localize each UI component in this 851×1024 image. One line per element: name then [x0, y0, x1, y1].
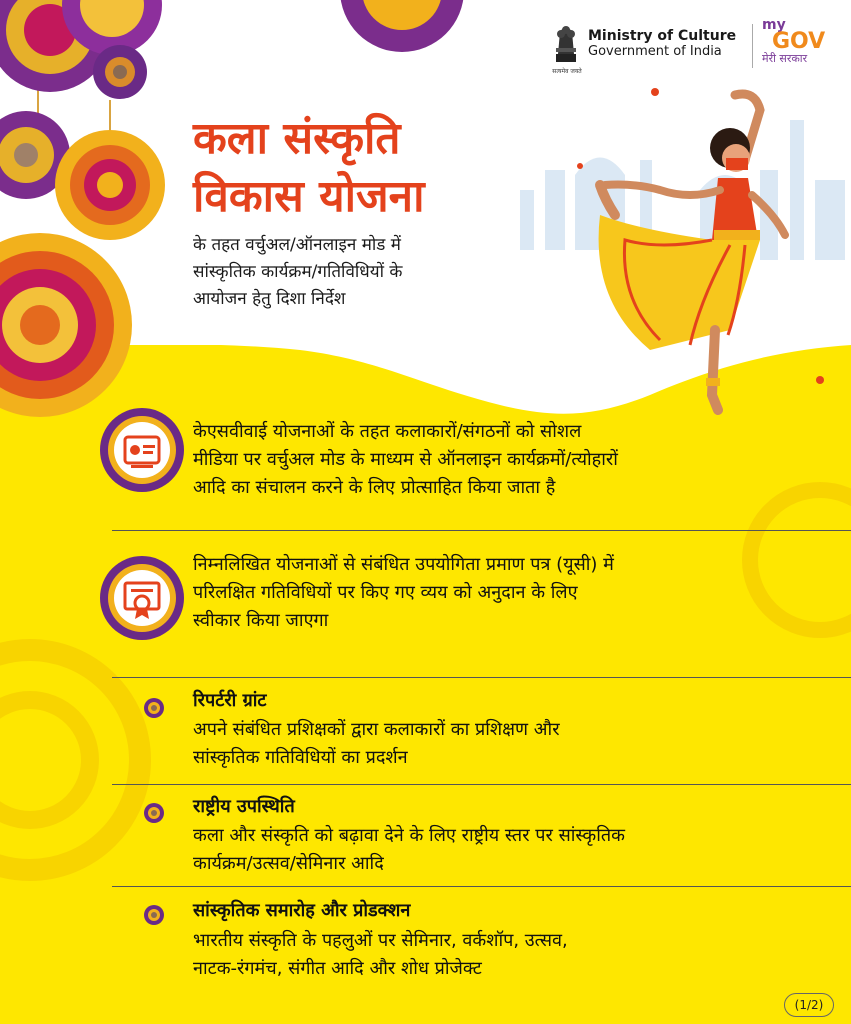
government-name: Government of India: [588, 44, 722, 59]
item-2-line-2: परिलक्षित गतिविधियों पर किए गए व्यय को अनुदान के लिए: [193, 582, 578, 603]
certificate-icon: [97, 553, 187, 643]
page-title: [193, 110, 425, 226]
subtitle-line-1: के तहत वर्चुअल/ऑनलाइन मोड में: [193, 235, 401, 255]
item-2-line-3: स्वीकार किया जाएगा: [193, 610, 329, 631]
flower-bullet-icon: [143, 904, 165, 926]
divider-3: [112, 784, 851, 785]
scheme-3-title: सांस्कृतिक समारोह और प्रोडक्शन: [193, 900, 411, 921]
flower-bullet-icon: [143, 802, 165, 824]
scheme-2-title: राष्ट्रीय उपस्थिति: [193, 796, 295, 817]
scheme-3-desc: [193, 927, 813, 983]
header-divider: [752, 24, 753, 68]
divider-2: [112, 677, 851, 678]
scheme-1-line-2: सांस्कृतिक गतिविधियों का प्रदर्शन: [193, 747, 408, 768]
mygov-logo: [762, 18, 832, 66]
item-1-text: [193, 418, 793, 502]
divider-1: [112, 530, 851, 531]
title-line-2: विकास योजना: [193, 171, 425, 222]
mygov-gov: GOV: [772, 29, 826, 54]
online-event-icon: [97, 405, 187, 495]
subtitle-line-3: आयोजन हेतु दिशा निर्देश: [193, 289, 346, 309]
item-1-line-3: आदि का संचालन करने के लिए प्रोत्साहित किया जाता है: [193, 477, 556, 498]
scheme-3-line-1: भारतीय संस्कृति के पहलुओं पर सेमिनार, वर्कशॉप, उत्सव,: [193, 930, 568, 951]
scheme-3-line-2: नाटक-रंगमंच, संगीत आदि और शोध प्रोजेक्ट: [193, 958, 482, 979]
item-2-line-1: निम्नलिखित योजनाओं से संबंधित उपयोगिता प्रमाण पत्र (यूसी) में: [193, 554, 614, 575]
flower-bullet-icon: [143, 697, 165, 719]
scheme-1-title: रिपर्टरी ग्रांट: [193, 690, 267, 711]
scheme-1-desc: [193, 716, 813, 772]
national-emblem-icon: [550, 20, 582, 66]
scheme-1-line-1: अपने संबंधित प्रशिक्षकों द्वारा कलाकारों का प्रशिक्षण और: [193, 719, 560, 740]
scheme-2-desc: [193, 822, 813, 878]
subtitle-line-2: सांस्कृतिक कार्यक्रम/गतिविधियों के: [193, 262, 403, 282]
item-2-text: [193, 551, 793, 635]
page-indicator: (1/2): [784, 993, 834, 1017]
item-1-line-1: केएसवीवाई योजनाओं के तहत कलाकारों/संगठनों को सोशल: [193, 421, 582, 442]
ministry-logo-text: [588, 28, 736, 60]
mygov-tagline: मेरी सरकार: [762, 52, 808, 65]
scheme-2-line-1: कला और संस्कृति को बढ़ावा देने के लिए राष्ट्रीय स्तर पर सांस्कृतिक: [193, 825, 625, 846]
ministry-name: Ministry of Culture: [588, 28, 737, 44]
dancer-illustration: [0, 0, 851, 430]
item-1-line-2: मीडिया पर वर्चुअल मोड के माध्यम से ऑनलाइन कार्यक्रमों/त्योहारों: [193, 449, 618, 470]
scheme-2-line-2: कार्यक्रम/उत्सव/सेमिनार आदि: [193, 853, 384, 874]
page-subtitle: [193, 232, 513, 313]
mygov-my: my: [762, 17, 786, 33]
emblem-caption: सत्यमेव जयते: [552, 68, 582, 75]
title-line-1: कला संस्कृति: [193, 113, 401, 164]
divider-4: [112, 886, 851, 887]
